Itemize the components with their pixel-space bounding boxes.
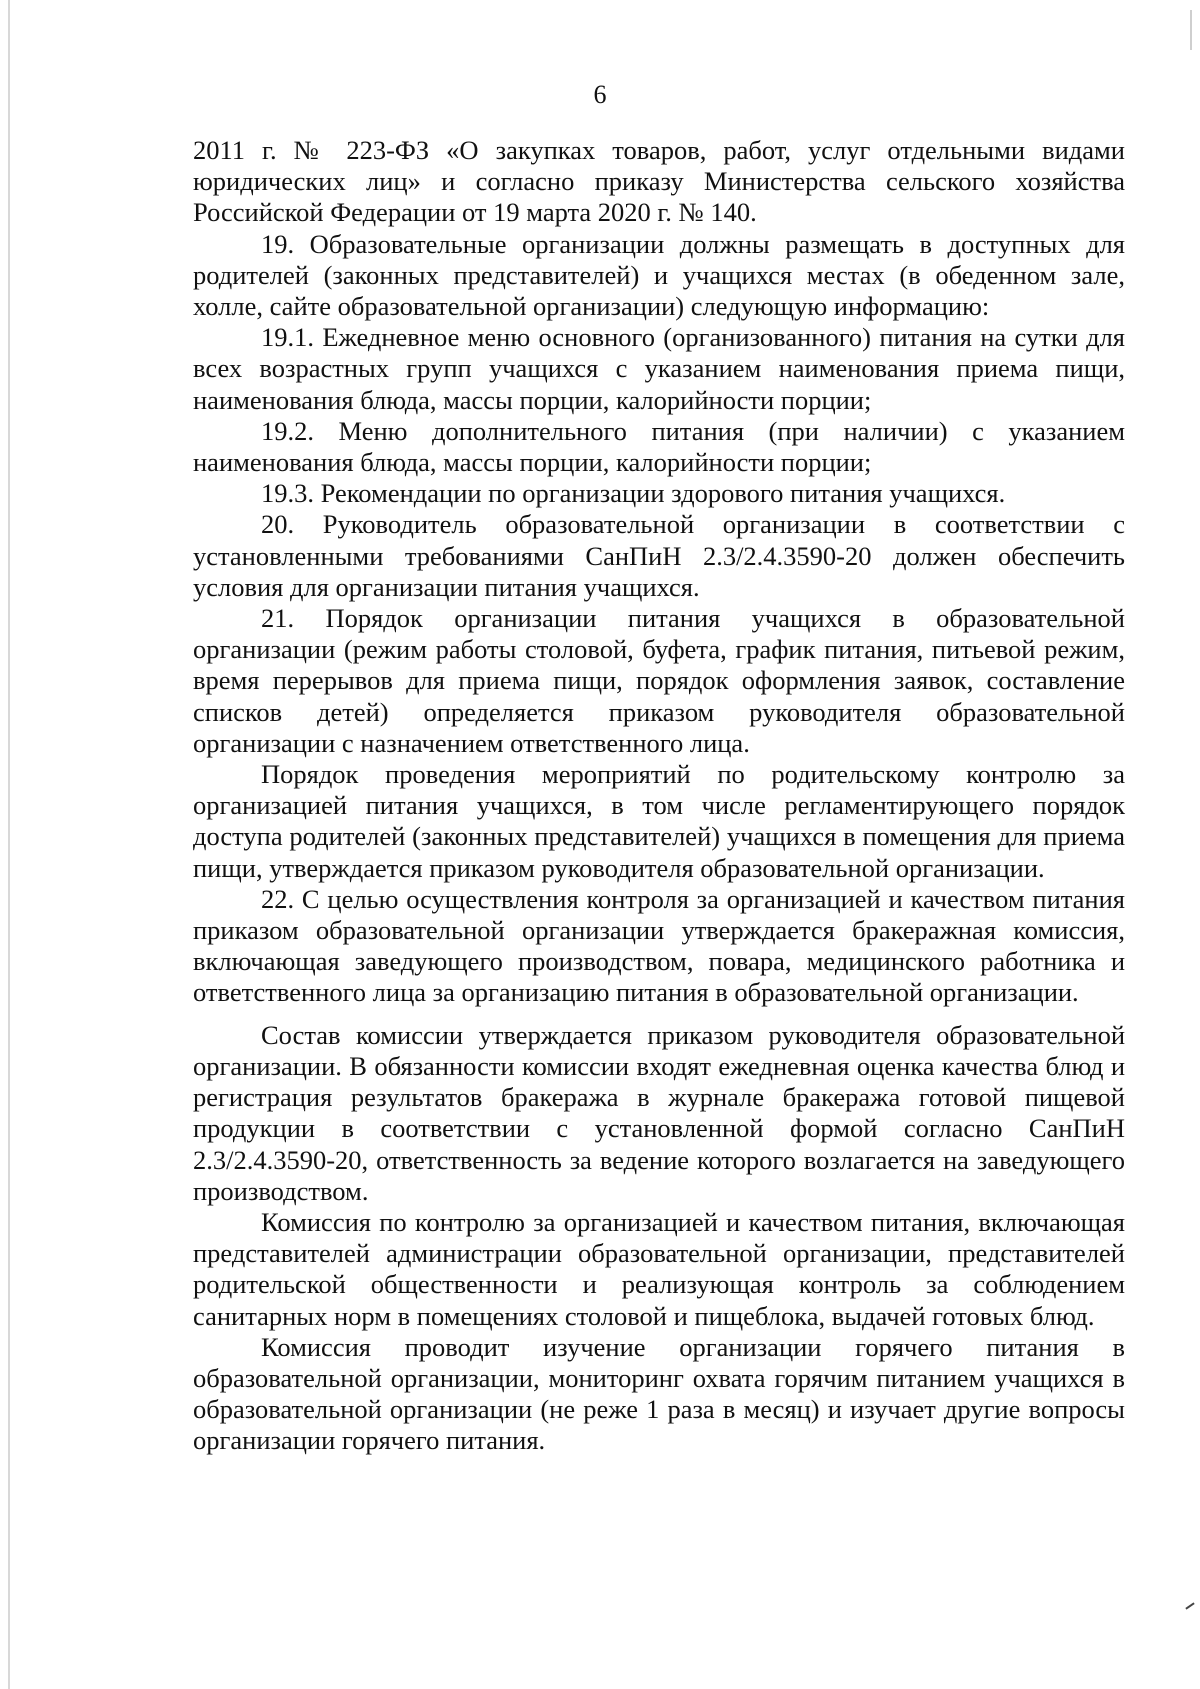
paragraph-21-parental-control: Порядок проведения мероприятий по родительскому контролю за организацией питания учащихся, в том числе регламентирующего порядок доступа родителей (законных представителей) учащихся в помещения для приема пищи, утверждается приказом руководителя образовательной организации.: [193, 759, 1125, 883]
paragraph-continuation: 2011 г. № 223-ФЗ «О закупках товаров, работ, услуг отдельными видами юридических лиц» и согласно приказу Министерства сельского хозяйства Российской Федерации от 19 марта 2020 г. № 140.: [193, 135, 1125, 228]
page-number: 6: [593, 80, 607, 109]
paragraph-19: 19. Образовательные организации должны размещать в доступных для родителей (законных представителей) и учащихся местах (в обеденном зале, холле, сайте образовательной организации) следующую информацию:: [193, 228, 1125, 322]
paragraph-19-2: 19.2. Меню дополнительного питания (при наличии) с указанием наименования блюда, массы порции, калорийности порции;: [193, 415, 1125, 478]
paragraph-22-commission-monitoring: Комиссия проводит изучение организации горячего питания в образовательной организации, мониторинг охвата горячим питанием учащихся в образовательной организации (не реже 1 раза в месяц) и изучает другие вопросы организации горячего питания.: [193, 1331, 1125, 1456]
scan-left-edge: [8, 0, 10, 1689]
paragraph-19-3: 19.3. Рекомендации по организации здорового питания учащихся.: [261, 478, 1006, 509]
paragraph-21: 21. Порядок организации питания учащихся в образовательной организации (режим работы столовой, буфета, график питания, питьевой режим, время перерывов для приема пищи, порядок оформления заявок, составление списков детей) определяется приказом руководителя образовательной организации с назначением ответственного лица.: [193, 603, 1125, 758]
scan-mark-top: [1190, 10, 1192, 50]
paragraph-19-1: 19.1. Ежедневное меню основного (организованного) питания на сутки для всех возрастных групп учащихся с указанием наименования приема пищи, наименования блюда, массы порции, калорийности порции;: [193, 322, 1125, 415]
document-body: [193, 135, 1125, 1457]
paragraph-20: 20. Руководитель образовательной организации в соответствии с установленными требованиями СанПиН 2.3/2.4.3590-20 должен обеспечить условия для организации питания учащихся.: [193, 509, 1125, 602]
scan-mark-bottom: [1185, 1602, 1194, 1609]
paragraph-22-control-commission: Комиссия по контролю за организацией и качеством питания, включающая представителей администрации образовательной организации, представителей родительской общественности и реализующая контроль за соблюдением санитарных норм в помещениях столовой и пищеблока, выдачей готовых блюд.: [193, 1206, 1125, 1331]
paragraph-22-commission-duties: Состав комиссии утверждается приказом руководителя образовательной организации. В обязанности комиссии входят ежедневная оценка качества блюд и регистрация результатов бракеража в журнале бракеража готовой пищевой продукции в соответствии с установленной формой согласно СанПиН 2.3/2.4.3590-20, ответственность за ведение которого возлагается на заведующего производством.: [193, 1019, 1125, 1206]
paragraph-22: 22. С целью осуществления контроля за организацией и качеством питания приказом образовательной организации утверждается бракеражная комиссия, включающая заведующего производством, повара, медицинского работника и ответственного лица за организацию питания в образовательной организации.: [193, 883, 1125, 1008]
